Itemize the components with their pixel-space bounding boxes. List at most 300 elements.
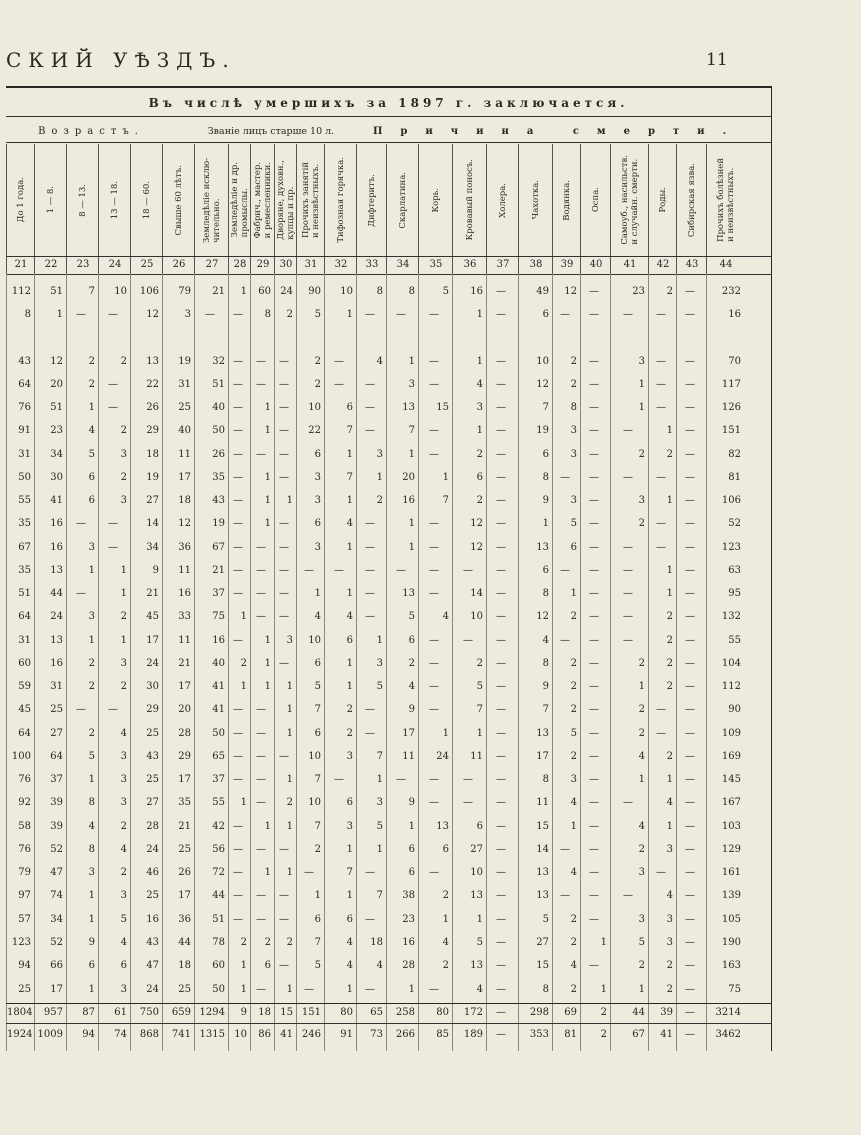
column-number: 30 — [274, 256, 297, 274]
table-cell: 29 — [146, 704, 159, 715]
table-cell: — — [256, 611, 266, 622]
table-cell: 43 — [146, 751, 159, 762]
table-cell: — — [279, 565, 289, 576]
table-cell: 1 — [476, 356, 483, 367]
table-cell: 8 — [570, 402, 577, 413]
table-cell: 2 — [570, 984, 577, 995]
table-cell: — — [496, 309, 506, 320]
table-cell: 12 — [178, 518, 191, 529]
table-cell: — — [685, 379, 695, 390]
table-cell: 1 — [120, 635, 127, 646]
table-cell: — — [623, 425, 633, 436]
table-cell: 3 — [638, 867, 645, 878]
table-cell: 17 — [178, 681, 191, 692]
column-header-31 — [296, 144, 325, 256]
table-cell: 25 — [146, 890, 159, 901]
table-cell: — — [365, 425, 375, 436]
table-cell: 5 — [376, 681, 383, 692]
table-cell: 73 — [370, 1029, 383, 1040]
page-number: 11 — [706, 50, 728, 70]
table-cell: — — [685, 588, 695, 599]
table-cell: — — [365, 402, 375, 413]
column-number: 28 — [228, 256, 251, 274]
table-cell: 106 — [139, 286, 159, 297]
table-cell: 5 — [476, 937, 483, 948]
table-cell: 2 — [666, 286, 673, 297]
table-cell: 60 — [212, 960, 225, 971]
table-cell: — — [589, 681, 599, 692]
table-cell: 6 — [542, 565, 549, 576]
table-cell: 17 — [536, 751, 549, 762]
column-label: Роды. — [658, 187, 668, 213]
table-cell: — — [429, 867, 439, 878]
table-cell: 3 — [120, 751, 127, 762]
table-cell: 1 — [264, 681, 271, 692]
table-cell: 3 — [120, 797, 127, 808]
table-cell: 13 — [146, 356, 159, 367]
table-cell: — — [623, 797, 633, 808]
table-cell: 33 — [178, 611, 191, 622]
table-cell: — — [429, 681, 439, 692]
table-cell: 15 — [536, 821, 549, 832]
table-cell: 1 — [240, 286, 247, 297]
table-cell: — — [256, 449, 266, 460]
table-cell: 2 — [666, 658, 673, 669]
table-cell: 15 — [536, 960, 549, 971]
table-cell: 172 — [463, 1007, 483, 1018]
table-cell: 24 — [146, 844, 159, 855]
table-cell: 10 — [308, 635, 321, 646]
table-cell: — — [589, 751, 599, 762]
table-cell: 1 — [240, 681, 247, 692]
table-cell: — — [279, 518, 289, 529]
table-cell: — — [589, 635, 599, 646]
table-cell: 2 — [442, 890, 449, 901]
table-cell: — — [233, 402, 243, 413]
table-cell: 64 — [50, 751, 63, 762]
table-cell: — — [256, 588, 266, 599]
table-cell: 6 — [408, 635, 415, 646]
table-cell: 1 — [666, 821, 673, 832]
column-header-44 — [706, 144, 745, 256]
table-cell: 5 — [442, 286, 449, 297]
column-number: 41 — [610, 256, 649, 274]
table-cell: 1 — [264, 495, 271, 506]
table-cell: 4 — [666, 890, 673, 901]
table-cell: 8 — [542, 984, 549, 995]
table-cell: — — [589, 774, 599, 785]
table-cell: 4 — [542, 635, 549, 646]
table-cell: — — [685, 611, 695, 622]
table-cell: — — [279, 472, 289, 483]
table-cell: 20 — [178, 704, 191, 715]
table-cell: 2 — [570, 611, 577, 622]
table-cell: 11 — [470, 751, 483, 762]
group-header-cause: Причина смерти. — [372, 126, 745, 137]
table-cell: 4 — [376, 356, 383, 367]
table-cell: 6 — [314, 728, 321, 739]
table-cell: 76 — [18, 402, 31, 413]
table-cell: 3 — [476, 402, 483, 413]
table-cell: — — [279, 379, 289, 390]
table-cell: 8 — [408, 286, 415, 297]
table-cell: — — [623, 611, 633, 622]
column-header-24 — [98, 144, 131, 256]
table-cell: 1 — [120, 565, 127, 576]
table-cell: 3 — [120, 774, 127, 785]
table-cell: — — [233, 472, 243, 483]
table-cell: — — [685, 449, 695, 460]
table-cell: 43 — [212, 495, 225, 506]
table-cell: — — [685, 1007, 695, 1018]
table-cell: 1315 — [199, 1029, 225, 1040]
title-rule — [6, 116, 771, 117]
table-cell: 1 — [88, 635, 95, 646]
table-cell: — — [233, 867, 243, 878]
table-cell: — — [365, 588, 375, 599]
table-cell: — — [233, 751, 243, 762]
table-cell: 5 — [88, 449, 95, 460]
table-cell: — — [429, 518, 439, 529]
table-cell: 5 — [476, 681, 483, 692]
table-cell: — — [685, 356, 695, 367]
table-cell: 56 — [212, 844, 225, 855]
column-label: 8 — 13. — [78, 183, 88, 217]
table-cell: 24 — [146, 984, 159, 995]
table-cell: — — [256, 728, 266, 739]
table-cell: — — [685, 751, 695, 762]
table-cell: 18 — [178, 495, 191, 506]
column-label: 1 — 8. — [46, 186, 56, 214]
table-cell: — — [279, 751, 289, 762]
table-cell: 75 — [212, 611, 225, 622]
table-cell: 1 — [346, 309, 353, 320]
table-cell: 298 — [529, 1007, 549, 1018]
table-cell: — — [76, 704, 86, 715]
table-cell: 4 — [570, 960, 577, 971]
table-cell: 8 — [24, 309, 31, 320]
table-cell: — — [589, 867, 599, 878]
table-cell: — — [256, 356, 266, 367]
table-cell: 35 — [212, 472, 225, 483]
table-cell: — — [589, 658, 599, 669]
table-cell: 67 — [632, 1029, 645, 1040]
table-cell: 4 — [376, 960, 383, 971]
table-cell: 25 — [178, 402, 191, 413]
table-cell: — — [496, 518, 506, 529]
table-cell: — — [429, 449, 439, 460]
table-cell: 6 — [120, 960, 127, 971]
table-cell: 1 — [376, 472, 383, 483]
table-cell: 4 — [638, 751, 645, 762]
table-cell: 51 — [18, 588, 31, 599]
table-cell: 4 — [346, 611, 353, 622]
table-cell: 1 — [346, 449, 353, 460]
table-cell: 2 — [666, 449, 673, 460]
table-cell: — — [279, 960, 289, 971]
table-cell: — — [685, 844, 695, 855]
table-cell: 2 — [408, 658, 415, 669]
table-cell: — — [589, 356, 599, 367]
table-cell: — — [496, 565, 506, 576]
table-cell: 6 — [346, 914, 353, 925]
table-cell: — — [429, 588, 439, 599]
table-cell: — — [589, 797, 599, 808]
table-cell: 8 — [542, 774, 549, 785]
table-cell: 5 — [88, 751, 95, 762]
table-cell: — — [256, 774, 266, 785]
table-cell: — — [685, 309, 695, 320]
table-cell: 5 — [638, 937, 645, 948]
table-cell: 2 — [666, 681, 673, 692]
table-cell: 106 — [721, 495, 741, 506]
table-cell: 2 — [240, 937, 247, 948]
table-cell: 2 — [638, 449, 645, 460]
table-cell: 5 — [314, 960, 321, 971]
table-cell: 2 — [638, 960, 645, 971]
table-cell: 4 — [638, 821, 645, 832]
table-cell: 24 — [280, 286, 293, 297]
table-cell: — — [685, 960, 695, 971]
table-cell: — — [685, 472, 695, 483]
table-cell: 14 — [470, 588, 483, 599]
table-cell: — — [496, 1029, 506, 1040]
table-cell: — — [365, 867, 375, 878]
table-cell: 9 — [408, 797, 415, 808]
table-cell: — — [429, 565, 439, 576]
table-cell: — — [589, 588, 599, 599]
table-cell: 6 — [314, 658, 321, 669]
table-cell: — — [365, 379, 375, 390]
table-cell: 112 — [721, 681, 741, 692]
table-cell: 1 — [264, 658, 271, 669]
table-cell: — — [656, 379, 666, 390]
table-cell: — — [496, 844, 506, 855]
table-cell: 4 — [476, 379, 483, 390]
table-cell: — — [496, 681, 506, 692]
table-cell: 1 — [476, 728, 483, 739]
table-cell: — — [334, 356, 344, 367]
table-cell: — — [76, 309, 86, 320]
table-cell: 16 — [470, 286, 483, 297]
table-cell: 6 — [264, 960, 271, 971]
table-cell: — — [279, 425, 289, 436]
table-cell: 3 — [120, 658, 127, 669]
table-cell: 18 — [370, 937, 383, 948]
table-cell: — — [589, 518, 599, 529]
table-cell: 3 — [666, 914, 673, 925]
table-cell: 123 — [721, 542, 741, 553]
table-cell: 20 — [50, 379, 63, 390]
table-cell: 3 — [570, 774, 577, 785]
table-cell: — — [589, 565, 599, 576]
table-cell: 60 — [18, 658, 31, 669]
table-cell: — — [279, 542, 289, 553]
table-cell: 868 — [139, 1029, 159, 1040]
table-cell: 14 — [536, 844, 549, 855]
table-cell: 2 — [570, 658, 577, 669]
table-cell: 2 — [570, 356, 577, 367]
table-cell: — — [429, 379, 439, 390]
column-label: Прочихъ занятій и неизвѣстныхъ. — [301, 162, 321, 238]
table-cell: — — [589, 402, 599, 413]
table-cell: 29 — [146, 425, 159, 436]
table-cell: 7 — [346, 867, 353, 878]
table-cell: 10 — [308, 797, 321, 808]
table-cell: — — [560, 565, 570, 576]
table-cell: 163 — [721, 960, 741, 971]
table-cell: 13 — [536, 542, 549, 553]
table-cell: 79 — [178, 286, 191, 297]
table-cell: — — [496, 821, 506, 832]
table-cell: 2 — [286, 797, 293, 808]
table-cell: — — [496, 797, 506, 808]
table-cell: — — [685, 518, 695, 529]
table-cell: 85 — [436, 1029, 449, 1040]
table-cell: 3 — [408, 379, 415, 390]
table-cell: 7 — [314, 704, 321, 715]
table-cell: 25 — [146, 774, 159, 785]
table-cell: 6 — [542, 309, 549, 320]
table-cell: — — [205, 309, 215, 320]
table-cell: 91 — [18, 425, 31, 436]
table-cell: — — [365, 518, 375, 529]
table-cell: 6 — [88, 960, 95, 971]
table-cell: 3 — [286, 635, 293, 646]
table-cell: — — [365, 704, 375, 715]
table-cell: 7 — [314, 937, 321, 948]
table-cell: 1 — [476, 914, 483, 925]
table-cell: 23 — [50, 425, 63, 436]
table-cell: 13 — [470, 960, 483, 971]
table-cell: — — [496, 751, 506, 762]
column-number: 37 — [486, 256, 519, 274]
table-cell: — — [279, 844, 289, 855]
table-cell: 6 — [88, 472, 95, 483]
table-cell: 2 — [638, 728, 645, 739]
table-cell: — — [685, 1029, 695, 1040]
table-cell: 3 — [376, 658, 383, 669]
table-cell: 35 — [18, 518, 31, 529]
table-cell: 26 — [146, 402, 159, 413]
table-cell: 151 — [301, 1007, 321, 1018]
table-cell: 50 — [212, 425, 225, 436]
table-cell: 2 — [638, 658, 645, 669]
table-cell: — — [279, 402, 289, 413]
table-cell: 4 — [346, 518, 353, 529]
table-cell: — — [496, 286, 506, 297]
table-cell: — — [589, 844, 599, 855]
table-cell: 9 — [408, 704, 415, 715]
column-header-23 — [66, 144, 99, 256]
table-cell: — — [623, 890, 633, 901]
table-cell: 32 — [212, 356, 225, 367]
table-cell: — — [685, 495, 695, 506]
table-cell: — — [589, 449, 599, 460]
table-cell: 7 — [346, 472, 353, 483]
table-cell: 11 — [178, 565, 191, 576]
table-cell: 2 — [120, 681, 127, 692]
table-cell: 35 — [18, 565, 31, 576]
table-cell: 1 — [264, 821, 271, 832]
table-cell: 2 — [120, 472, 127, 483]
table-cell: — — [429, 984, 439, 995]
table-cell: 22 — [308, 425, 321, 436]
table-cell: — — [304, 867, 314, 878]
table-cell: 16 — [402, 937, 415, 948]
table-cell: 27 — [50, 728, 63, 739]
table-cell: — — [685, 914, 695, 925]
table-cell: — — [279, 914, 289, 925]
table-cell: 8 — [264, 309, 271, 320]
table-cell: — — [334, 379, 344, 390]
table-cell: 7 — [476, 704, 483, 715]
table-cell: — — [496, 611, 506, 622]
table-cell: 31 — [18, 635, 31, 646]
table-cell: 50 — [212, 728, 225, 739]
table-cell: 1 — [88, 914, 95, 925]
column-number: 36 — [452, 256, 487, 274]
table-cell: 2 — [88, 379, 95, 390]
table-cell: 2 — [570, 914, 577, 925]
table-cell: — — [256, 844, 266, 855]
table-cell: 1 — [408, 821, 415, 832]
table-cell: 55 — [728, 635, 741, 646]
table-cell: — — [108, 309, 118, 320]
table-cell: 5 — [376, 821, 383, 832]
table-cell: 87 — [82, 1007, 95, 1018]
table-cell: — — [463, 635, 473, 646]
table-cell: — — [76, 518, 86, 529]
table-cell: 13 — [470, 890, 483, 901]
table-cell: 10 — [308, 402, 321, 413]
column-number: 27 — [194, 256, 229, 274]
column-number: 40 — [580, 256, 611, 274]
table-cell: — — [496, 495, 506, 506]
table-cell: 1 — [88, 565, 95, 576]
table-cell: — — [496, 774, 506, 785]
table-cell: — — [496, 588, 506, 599]
table-cell: 3 — [120, 449, 127, 460]
table-cell: 4 — [570, 797, 577, 808]
table-cell: — — [560, 472, 570, 483]
table-cell: — — [108, 379, 118, 390]
table-cell: — — [560, 890, 570, 901]
table-cell: — — [496, 960, 506, 971]
table-cell: 69 — [564, 1007, 577, 1018]
column-label: Земледѣліе исклю- чительно. — [202, 157, 222, 243]
table-cell: 1 — [570, 821, 577, 832]
table-cell: 26 — [178, 867, 191, 878]
column-number: 25 — [130, 256, 163, 274]
table-cell: 34 — [50, 449, 63, 460]
table-cell: 94 — [82, 1029, 95, 1040]
table-cell: — — [429, 356, 439, 367]
table-cell: 266 — [395, 1029, 415, 1040]
table-cell: — — [429, 774, 439, 785]
table-cell: 2 — [600, 1029, 607, 1040]
table-cell: 1 — [314, 588, 321, 599]
table-cell: 6 — [346, 635, 353, 646]
table-cell: 246 — [301, 1029, 321, 1040]
table-cell: 11 — [402, 751, 415, 762]
table-cell: 43 — [146, 937, 159, 948]
column-header-22 — [34, 144, 67, 256]
table-cell: — — [396, 565, 406, 576]
table-cell: 1 — [56, 309, 63, 320]
table-cell: 51 — [50, 402, 63, 413]
table-cell: 2 — [442, 960, 449, 971]
